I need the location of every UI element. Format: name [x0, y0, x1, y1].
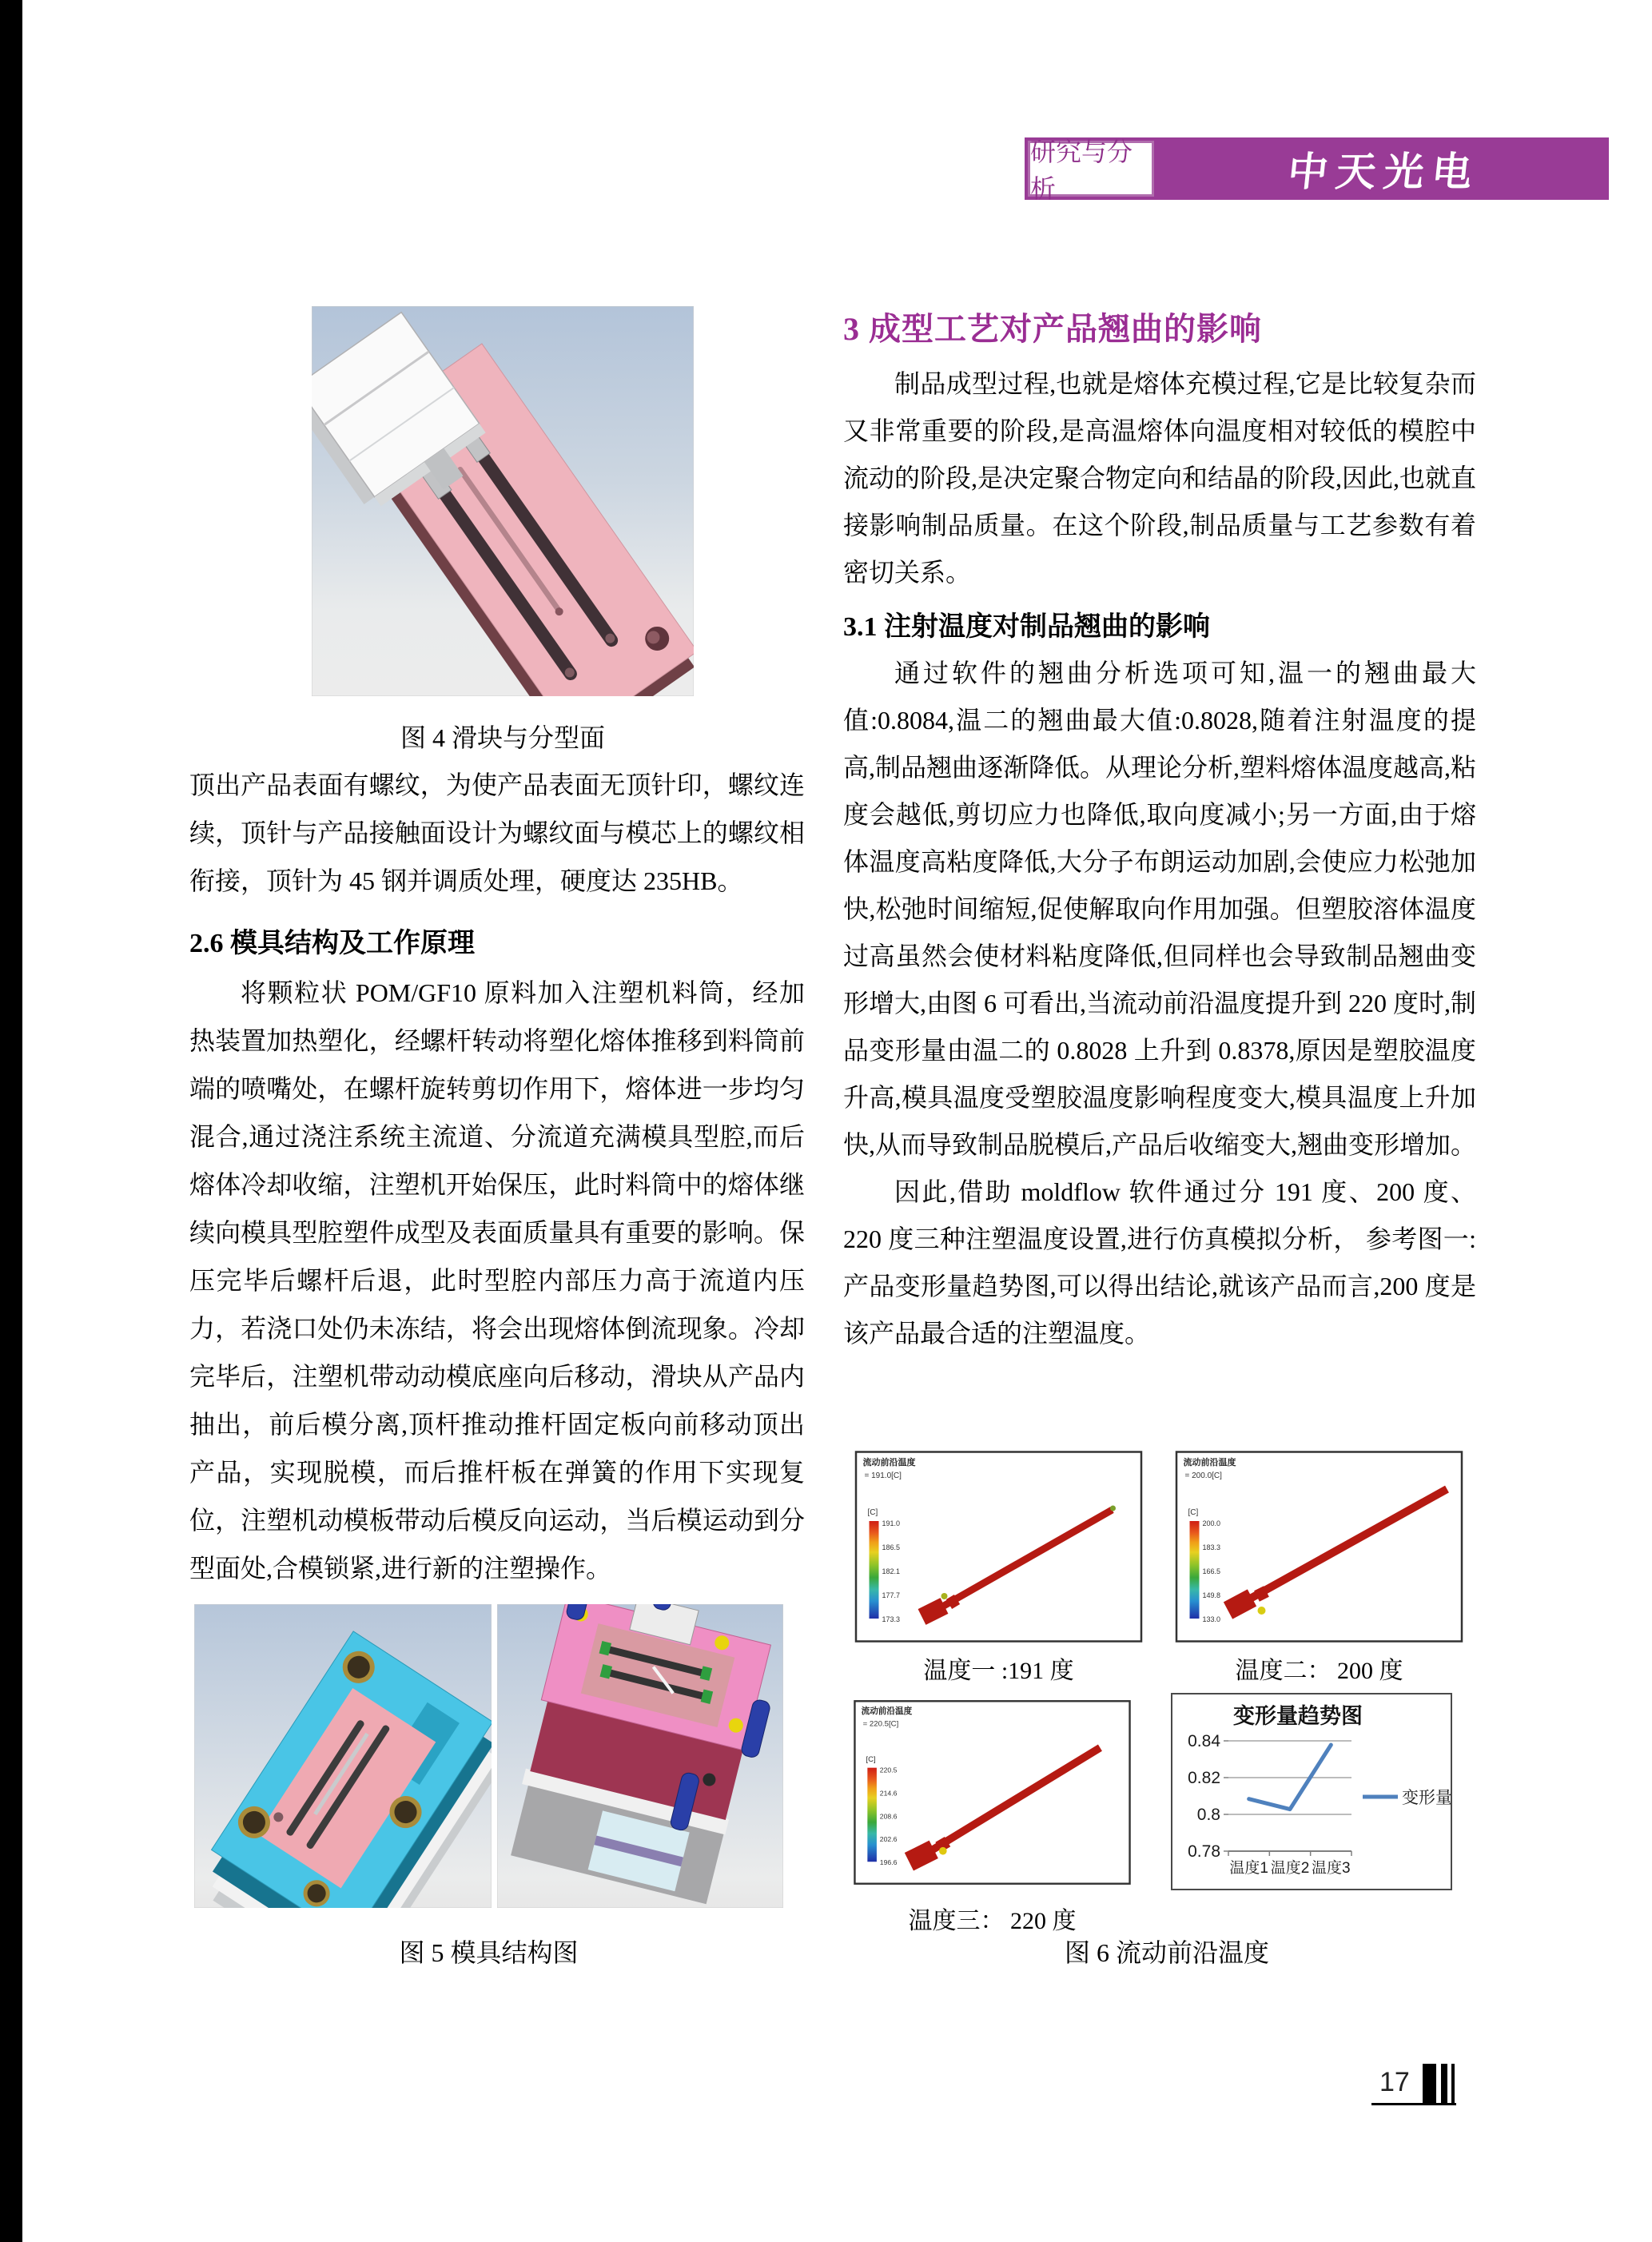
figure5-mold-assembly-render	[497, 1604, 783, 1908]
scale-tick: 214.6	[879, 1789, 898, 1798]
section-3-1-paragraph-2: 因此,借助 moldflow 软件通过分 191 度、200 度、220 度三种注塑温度设置,进行仿真模拟分析， 参考图一:产品变形量趋势图,可以得出结论,就该产品而言,200 度是该产品最合适的注塑温度。	[843, 1177, 1476, 1348]
scale-tick: 200.0	[1202, 1519, 1221, 1527]
page-left-border	[0, 0, 22, 2242]
scale-tick: 220.5	[879, 1766, 898, 1774]
caption-temp3: 温度三： 220 度	[908, 1908, 1077, 1934]
temperature-scale-bar	[870, 1521, 879, 1619]
figure6-caption: 图 6 流动前沿温度	[1064, 1938, 1269, 1967]
svg-text:变形量趋势图: 变形量趋势图	[1233, 1704, 1363, 1728]
section-3-heading: 3 成型工艺对产品翘曲的影响	[843, 311, 1262, 347]
scale-tick: 177.7	[882, 1591, 901, 1599]
page-number-bar-3	[1451, 2064, 1455, 2104]
section-3-1-heading: 3.1 注射温度对制品翘曲的影响	[843, 612, 1210, 642]
scale-tick: 196.6	[879, 1858, 898, 1867]
figure5-image-right	[497, 1604, 783, 1908]
figure5-image-left	[194, 1604, 492, 1908]
scale-tick: 208.6	[879, 1812, 898, 1821]
page-number-bar-1	[1423, 2064, 1436, 2104]
svg-text:0.78: 0.78	[1188, 1842, 1220, 1861]
page-number: 17	[1379, 2067, 1410, 2097]
page-number-bar-2	[1441, 2064, 1447, 2104]
section-2-6-heading: 2.6 模具结构及工作原理	[189, 929, 475, 958]
svg-text:0.84: 0.84	[1188, 1732, 1220, 1750]
scale-tick: 173.3	[882, 1615, 901, 1623]
journal-logo: 中天光电	[1285, 149, 1483, 194]
moldflow2-title: 流动前沿温度	[1183, 1458, 1236, 1467]
section-2-6-body: 将颗粒状 POM/GF10 原料加入注塑机料筒，经加热装置加热塑化，经螺杆转动将塑化熔体推移到料筒前端的喷嘴处，在螺杆旋转剪切作用下，熔体进一步均匀混合,通过浇注系统主流道、分流道充满模具型腔,而后熔体冷却收缩，注塑机开始保压，此时料筒中的熔体继续向模具型腔塑件成型及表面质量具有重要的影响。保压完毕后螺杆后退，此时型腔内部压力高于流道内压力，若浇口处仍未冻结，将会出现熔体倒流现象。冷却完毕后，注塑机带动动模底座向后移动，滑块从产品内抽出，前后模分离,顶杆推动推杆固定板向前移动顶出产品，实现脱模，而后推杆板在弹簧的作用下实现复位，注塑机动模板带动后模反向运动，当后模运动到分型面处,合模锁紧,进行新的注塑操作。	[189, 978, 805, 1583]
moldflow1-unit: [C]	[867, 1508, 878, 1517]
right-column	[843, 304, 1476, 1357]
moldflow-image-temp2	[1175, 1451, 1463, 1643]
scale-tick: 202.6	[879, 1835, 898, 1844]
header-section-label: 研究与分析	[1028, 141, 1154, 197]
header-band	[1025, 137, 1609, 203]
trend-chart-svg	[1172, 1694, 1451, 1889]
svg-text:0.8: 0.8	[1196, 1806, 1220, 1824]
temperature-scale-bar	[1190, 1521, 1200, 1619]
section-3-paragraph: 制品成型过程,也就是熔体充模过程,它是比较复杂而又非常重要的阶段,是高温熔体向温度相对较低的模腔中流动的阶段,是决定聚合物定向和结晶的阶段,因此,也就直接影响制品质量。在这个阶段,制品质量与工艺参数有着密切关系。	[843, 369, 1477, 587]
scale-tick: 186.5	[882, 1543, 901, 1551]
scale-tick: 149.8	[1202, 1591, 1221, 1599]
svg-text:温度2: 温度2	[1270, 1860, 1310, 1877]
scale-tick: 133.0	[1202, 1615, 1221, 1623]
moldflow3-title: 流动前沿温度	[861, 1706, 913, 1717]
moldflow-image-temp3	[854, 1694, 1131, 1890]
section-3-1-paragraph-1: 通过软件的翘曲分析选项可知,温一的翘曲最大值:0.8084,温二的翘曲最大值:0.8028,随着注射温度的提高,制品翘曲逐渐降低。从理论分析,塑料熔体温度越高,粘度会越低,剪切应力也降低,取向度减小;另一方面,由于熔体温度高粘度降低,大分子布朗运动加剧,会使应力松弛加快,松弛时间缩短,促使解取向作用加强。但塑胶溶体温度过高虽然会使材料粘度降低,但同样也会导致制品翘曲变形增大,由图 6 可看出,当流动前沿温度提升到 220 度时,制品变形量由温二的 0.8028 上升到 0.8378,原因是塑胶温度升高,模具温度受塑胶温度影响程度变大,模具温度上升加快,从而导致制品脱模后,产品后收缩变大,翘曲变形增加。	[843, 659, 1477, 1159]
scale-tick: 166.5	[1202, 1567, 1221, 1575]
figure5-caption: 图 5 模具结构图	[399, 1938, 579, 1967]
moldflow2-max-label: = 200.0[C]	[1184, 1471, 1222, 1480]
moldflow3-max-label: = 220.5[C]	[862, 1719, 899, 1729]
svg-text:0.82: 0.82	[1188, 1769, 1220, 1787]
moldflow-image-temp1	[852, 1451, 1145, 1643]
temperature-scale-bar	[867, 1768, 877, 1862]
moldflow1-max-label: = 191.0[C]	[864, 1471, 902, 1480]
figure4-caption: 图 4 滑块与分型面	[400, 723, 605, 752]
paragraph-ejector-pins: 顶出产品表面有螺纹，为使产品表面无顶针印，螺纹连续，顶针与产品接触面设计为螺纹面与模芯上的螺纹相衔接，顶针为 45 钢并调质处理，硬度达 235HB。	[189, 771, 805, 895]
scale-tick: 191.0	[882, 1519, 901, 1527]
scale-tick: 183.3	[1202, 1543, 1221, 1551]
svg-text:温度1: 温度1	[1229, 1860, 1268, 1877]
figure5-core-plate-render	[194, 1604, 492, 1908]
moldflow1-title: 流动前沿温度	[862, 1458, 916, 1467]
moldflow3-unit: [C]	[866, 1754, 876, 1764]
figure4-cad-render	[312, 306, 694, 696]
moldflow2-unit: [C]	[1188, 1508, 1199, 1517]
svg-text:变形量: 变形量	[1402, 1789, 1451, 1807]
caption-temp2: 温度二： 200 度	[1235, 1658, 1403, 1684]
svg-text:温度3: 温度3	[1312, 1860, 1351, 1877]
deformation-trend-chart	[1171, 1693, 1452, 1890]
scale-tick: 182.1	[882, 1567, 901, 1575]
caption-temp1: 温度一 :191 度	[923, 1658, 1074, 1684]
figure4-image	[312, 306, 694, 696]
